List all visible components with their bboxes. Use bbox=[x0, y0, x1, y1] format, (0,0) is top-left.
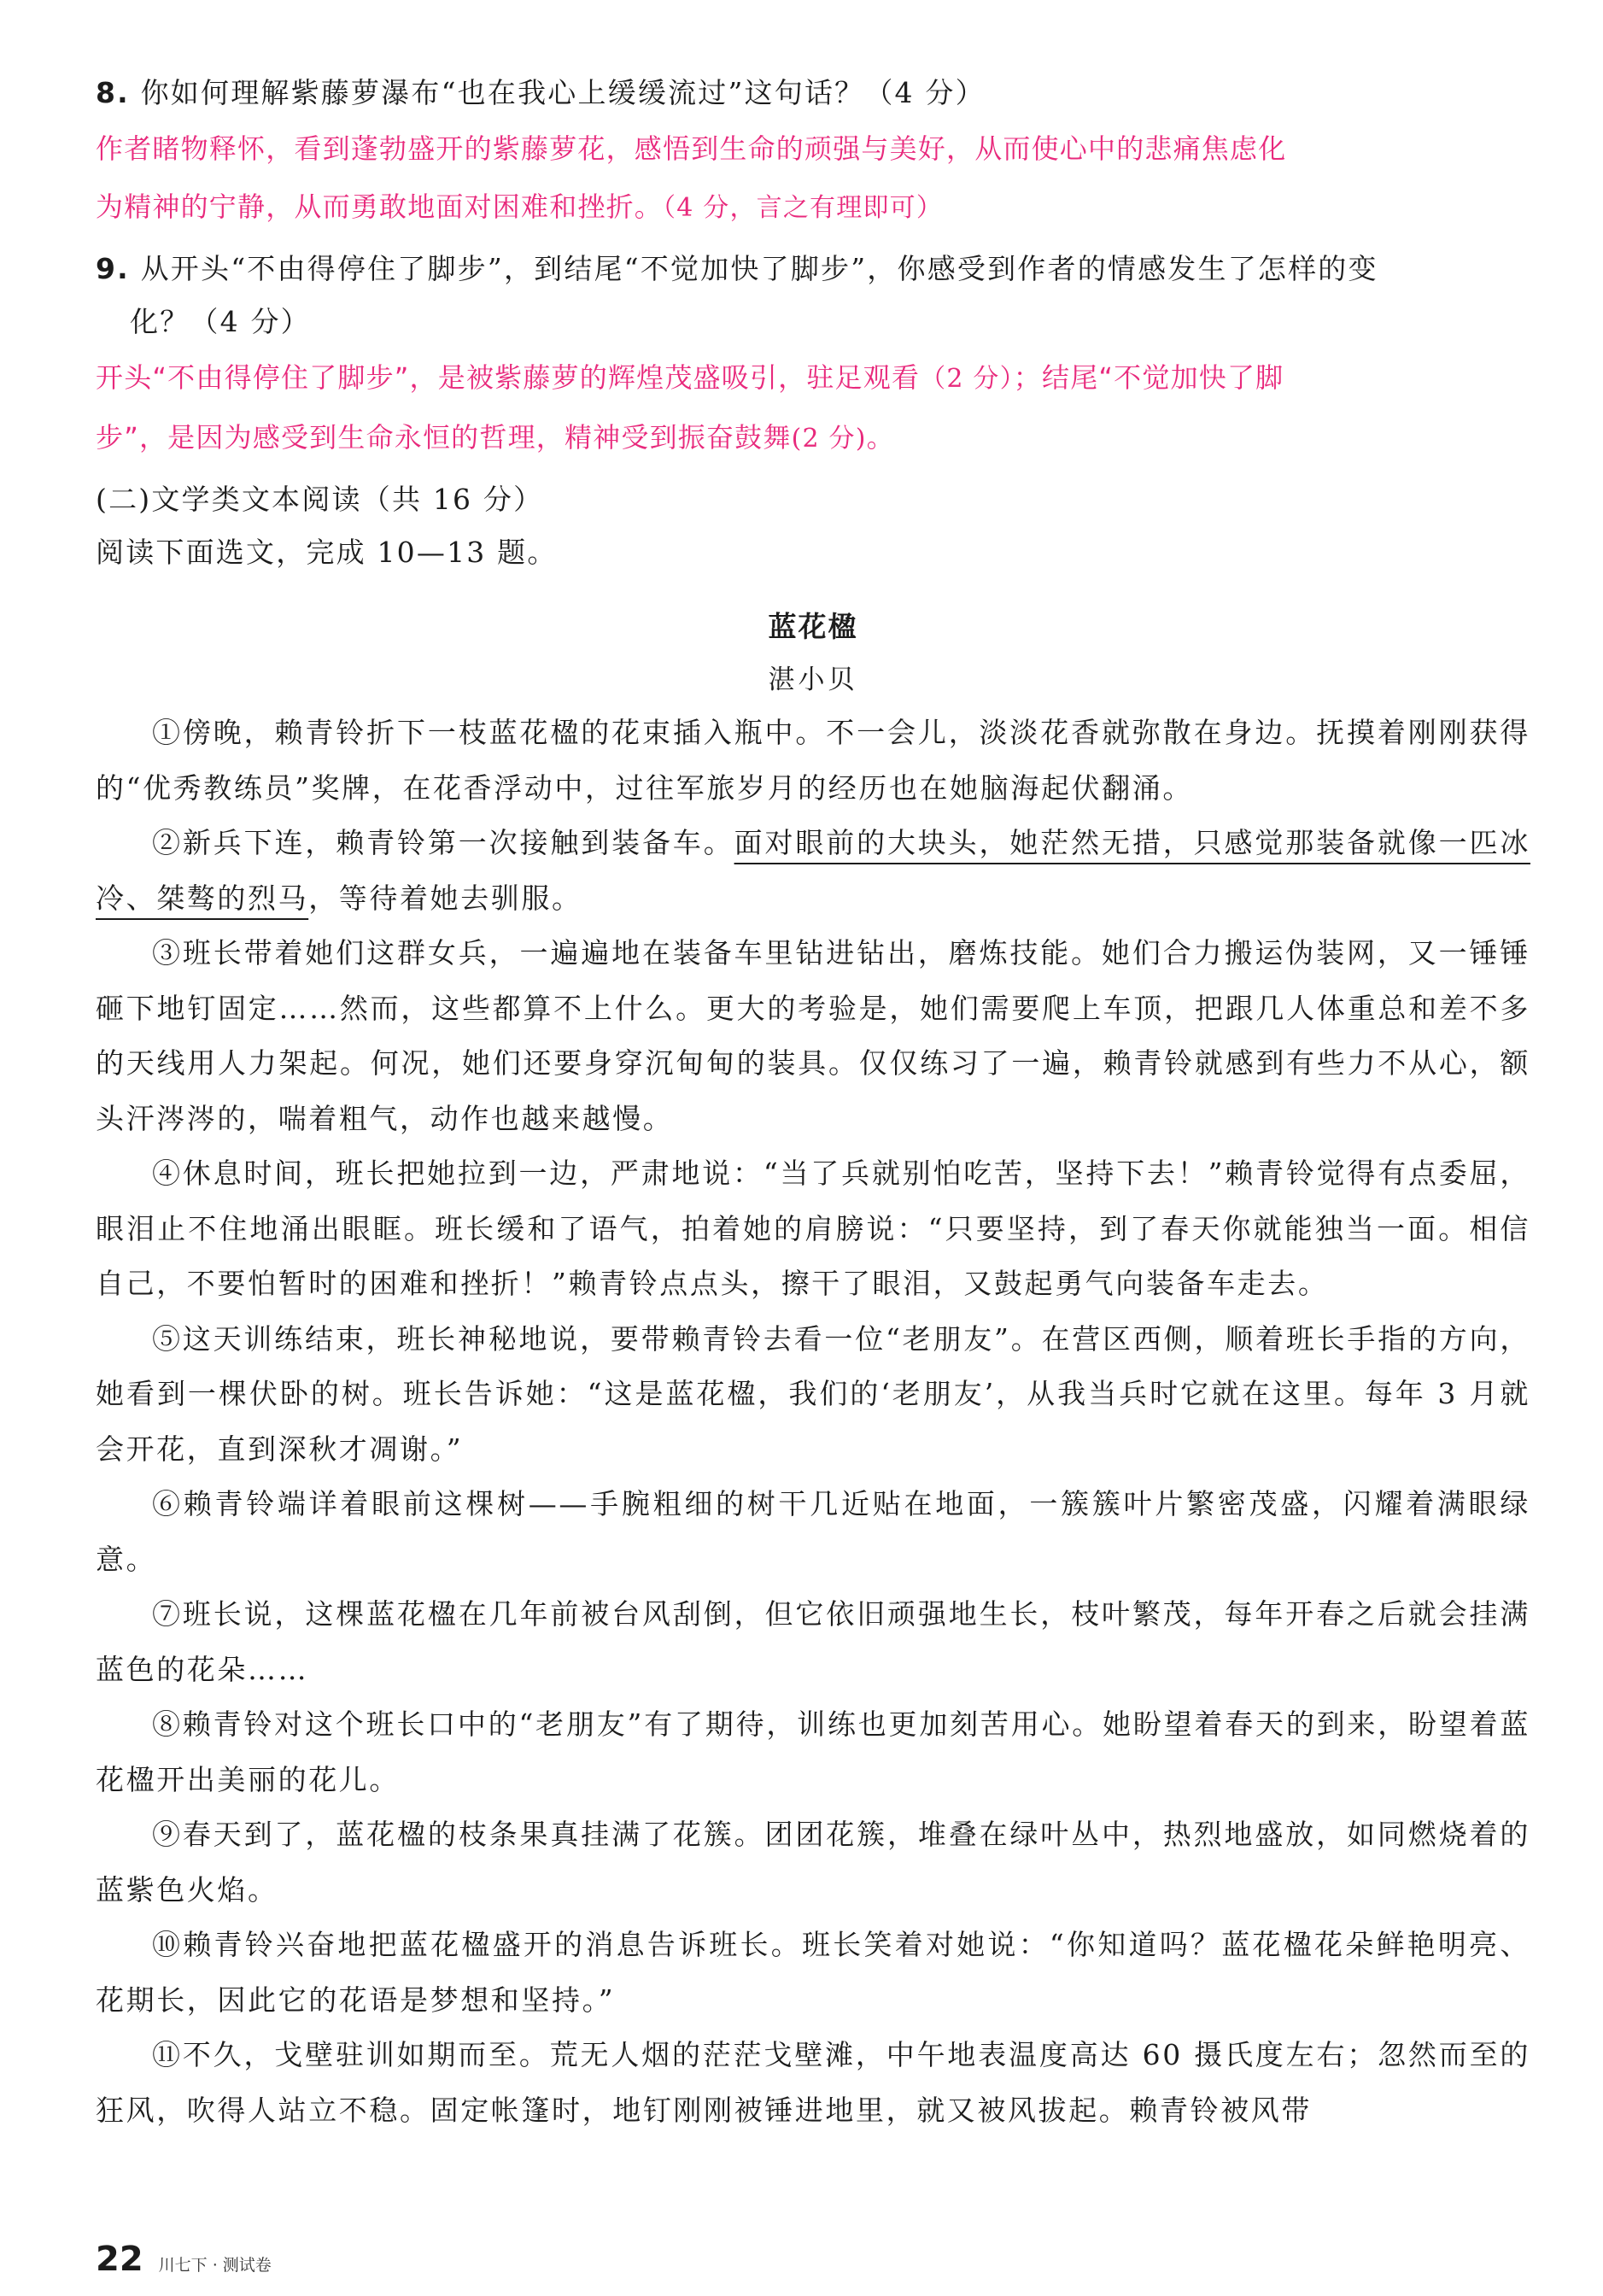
paragraph-6: ⑥赖青铃端详着眼前这棵树——手腕粗细的树干几近贴在地面，一簇簇叶片繁密茂盛，闪耀着满眼绿意。 bbox=[96, 1487, 1530, 1576]
answer-line bbox=[96, 348, 1530, 408]
paragraph-1: ①傍晚，赖青铃折下一枝蓝花楹的花束插入瓶中。不一会儿，淡淡花香就弥散在身边。抚摸着刚刚获得的“优秀教练员”奖牌，在花香浮动中，过往军旅岁月的经历也在她脑海起伏翻涌。 bbox=[96, 716, 1530, 805]
answer-9 bbox=[96, 348, 1530, 468]
answer-text: 。 bbox=[866, 421, 895, 454]
paragraph-9: ⑨春天到了，蓝花楹的枝条果真挂满了花簇。团团花簇，堆叠在绿叶丛中，热烈地盛放，如同燃烧着的蓝紫色火焰。 bbox=[96, 1818, 1530, 1906]
page-number: 22 bbox=[96, 2240, 143, 2279]
question-9 bbox=[96, 243, 1530, 296]
paragraph-7: ⑦班长说，这棵蓝花楹在几年前被台风刮倒，但它依旧顽强地生长，枝叶繁茂，每年开春之后就会挂满蓝色的花朵…… bbox=[96, 1597, 1530, 1686]
answer-8 bbox=[96, 120, 1530, 237]
question-number: 8. bbox=[96, 76, 130, 109]
paragraph-11: ⑪不久，戈壁驻训如期而至。荒无人烟的茫茫戈壁滩，中午地表温度高达 60 摄氏度左右；忽然而至的狂风，吹得人站立不稳。固定帐篷时，地钉刚刚被锤进地里，就又被风拔起。赖青铃被风带 bbox=[96, 2038, 1530, 2127]
footer-label: 川七下 · 测试卷 bbox=[158, 2256, 272, 2275]
article-title: 蓝花楹 bbox=[768, 610, 858, 643]
question-number: 9. bbox=[96, 252, 130, 285]
paragraph-5: ⑤这天训练结束，班长神秘地说，要带赖青铃去看一位“老朋友”。在营区西侧，顺着班长手指的方向，她看到一棵伏卧的树。班长告诉她：“这是蓝花楹，我们的‘老朋友’，从我当兵时它就在这里。每年 3 月就会开花，直到深秋才凋谢。” bbox=[96, 1321, 1530, 1466]
answer-text: ；结尾“不觉加快了脚 bbox=[1013, 361, 1284, 394]
paragraph-4: ④休息时间，班长把她拉到一边，严肃地说：“当了兵就别怕吃苦，坚持下去！”赖青铃觉得有点委屈，眼泪止不住地涌出眼眶。班长缓和了语气，拍着她的肩膀说：“只要坚持，到了春天你就能独当一面。相信自己，不要怕暂时的困难和挫折！”赖青铃点点头，擦干了眼泪，又鼓起勇气向装备车走去。 bbox=[96, 1157, 1530, 1300]
answer-line: 作者睹物释怀，看到蓬勃盛开的紫藤萝花，感悟到生命的顽强与美好，从而使心中的悲痛焦虑化 bbox=[96, 132, 1287, 165]
answer-score: (2 分) bbox=[791, 424, 867, 454]
answer-line bbox=[96, 408, 1530, 468]
answer-score: （2 分） bbox=[920, 364, 1014, 394]
question-text: 你如何理解紫藤萝瀑布“也在我心上缓缓流过”这句话？（4 分） bbox=[140, 76, 986, 109]
answer-score: （4 分，言之有理即可） bbox=[663, 193, 944, 223]
paragraph-text: ，等待着她去驯服。 bbox=[308, 881, 582, 915]
page-footer bbox=[96, 2240, 272, 2279]
section-instruction: 阅读下面选文，完成 10—13 题。 bbox=[96, 536, 558, 569]
page-content bbox=[96, 67, 1530, 2138]
paragraph-text: ②新兵下连，赖青铃第一次接触到装备车。 bbox=[152, 826, 734, 859]
answer-text: 开头“不由得停住了脚步”，是被紫藤萝的辉煌茂盛吸引，驻足观看 bbox=[96, 361, 921, 394]
underlined-sentence: 面对眼前的大块头，她茫然无措，只感觉那装备就像一匹冰冷、桀骜的烈马 bbox=[96, 826, 1530, 915]
question-8 bbox=[96, 67, 1530, 120]
answer-text: 为精神的宁静，从而勇敢地面对困难和挫折。 bbox=[96, 190, 664, 223]
paragraph-2 bbox=[96, 816, 1530, 926]
paragraph-3: ③班长带着她们这群女兵，一遍遍地在装备车里钻进钻出，磨炼技能。她们合力搬运伪装网，又一锤锤砸下地钉固定……然而，这些都算不上什么。更大的考验是，她们需要爬上车顶，把跟几人体重总和差不多的天线用人力架起。何况，她们还要身穿沉甸甸的装具。仅仅练习了一遍，赖青铃就感到有些力不从心，额头汗涔涔的，喘着粗气，动作也越来越慢。 bbox=[96, 936, 1530, 1135]
question-text-continued: 化？（4 分） bbox=[130, 305, 311, 338]
question-text: 从开头“不由得停住了脚步”，到结尾“不觉加快了脚步”，你感受到作者的情感发生了怎样的变 bbox=[140, 252, 1378, 285]
section-heading: (二)文学类文本阅读（共 16 分） bbox=[96, 483, 544, 516]
answer-line bbox=[96, 178, 1530, 237]
article-author: 湛小贝 bbox=[768, 665, 858, 695]
answer-text: 步”，是因为感受到生命永恒的哲理，精神受到振奋鼓舞 bbox=[96, 421, 792, 454]
paragraph-8: ⑧赖青铃对这个班长口中的“老朋友”有了期待，训练也更加刻苦用心。她盼望着春天的到来，盼望着蓝花楹开出美丽的花儿。 bbox=[96, 1707, 1530, 1796]
paragraph-10: ⑩赖青铃兴奋地把蓝花楹盛开的消息告诉班长。班长笑着对她说：“你知道吗？蓝花楹花朵鲜艳明亮、花期长，因此它的花语是梦想和坚持。” bbox=[96, 1928, 1530, 2017]
